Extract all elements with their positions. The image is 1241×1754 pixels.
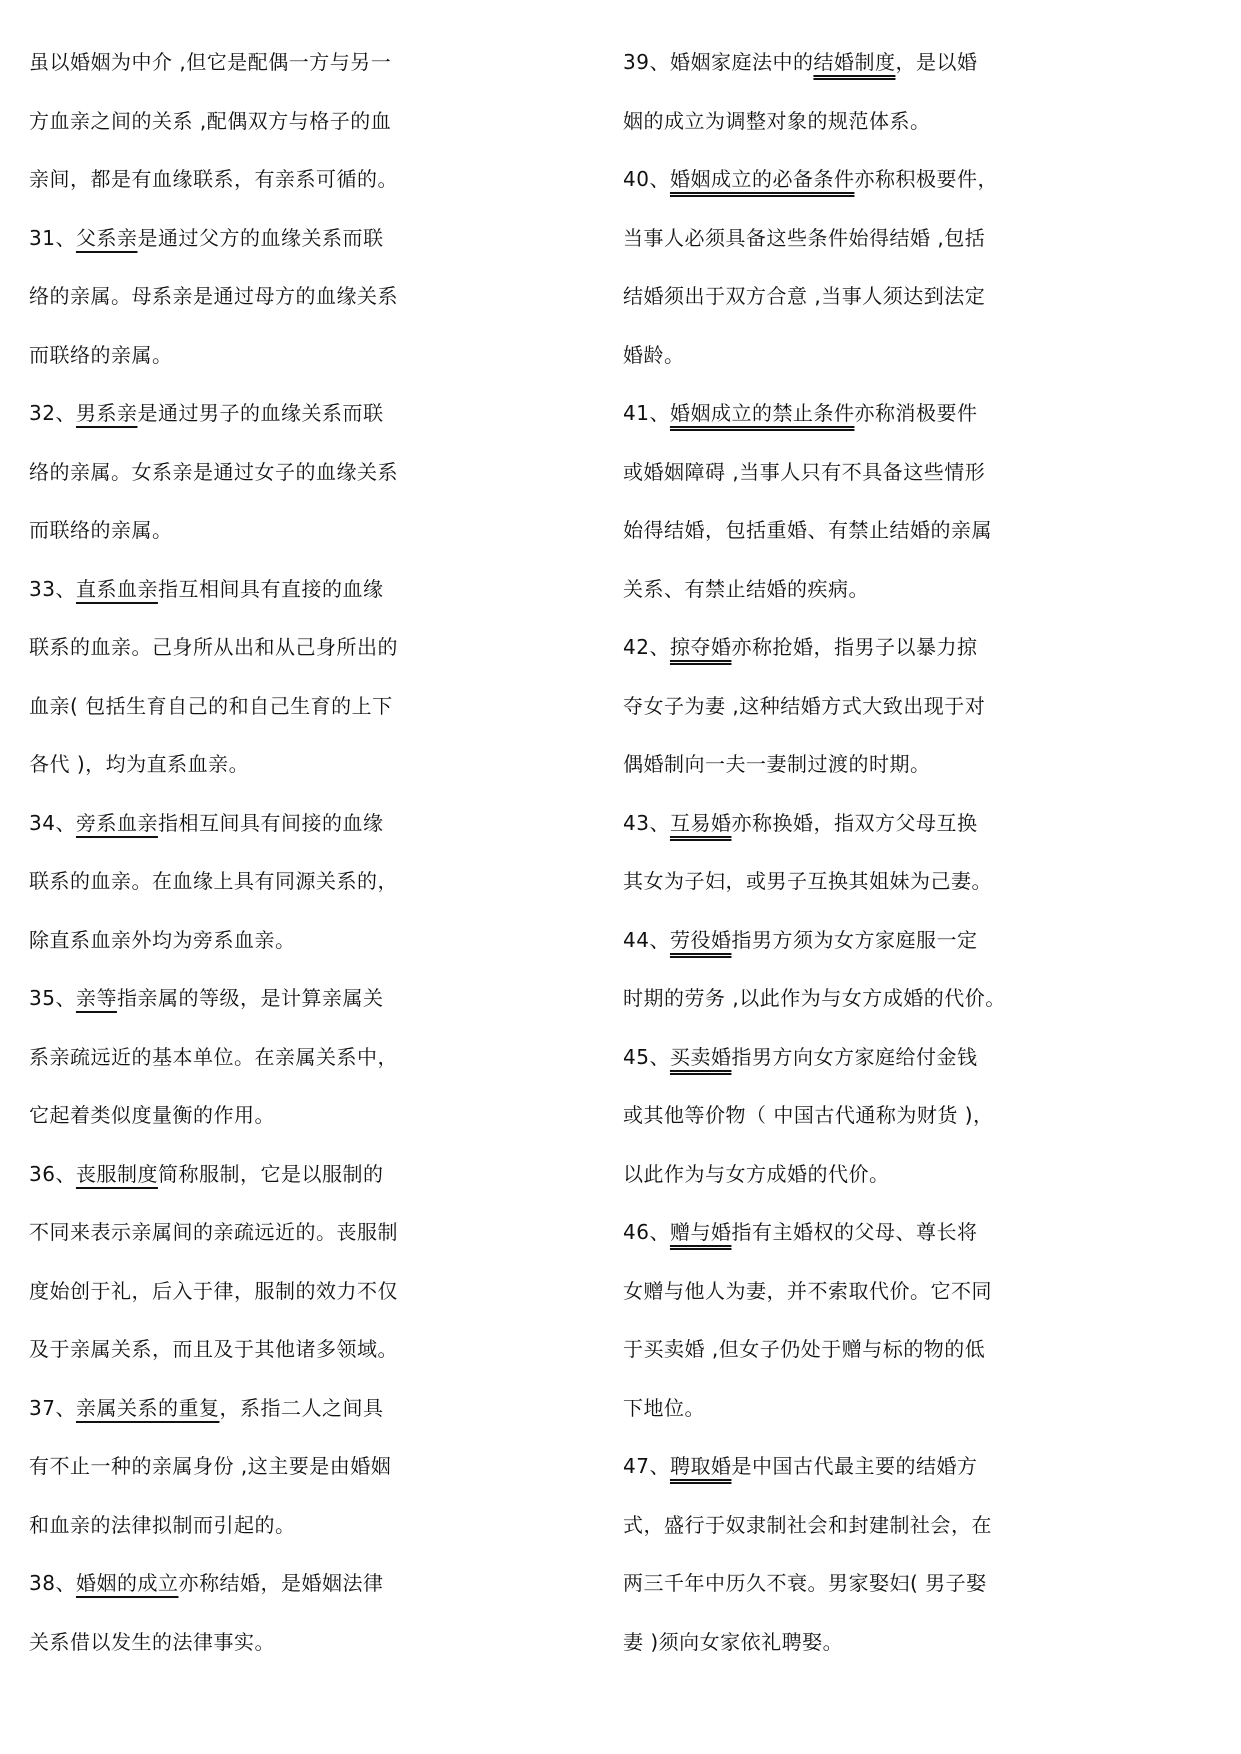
defined-term: 直系血亲 [75, 576, 158, 601]
text-line [29, 1554, 629, 1613]
text-segment: 式，盛行于奴隶制社会和封建制社会，在 [623, 1512, 992, 1537]
text-segment: 亦称换婚，指双方父母互换 [731, 810, 978, 835]
text-segment: 有不止一种的亲属身份 ,这主要是由婚姻 [29, 1454, 392, 1478]
text-line [29, 1203, 629, 1262]
text-line [623, 501, 1223, 560]
text-segment: 亦称抢婚，指男子以暴力掠 [731, 635, 978, 659]
text-segment: 偶婚制向一夫一妻制过渡的时期。 [623, 752, 931, 776]
text-line [623, 1028, 1223, 1087]
text-segment: 两三千年中历久不衰。男家娶妇( 男子娶 [623, 1571, 987, 1595]
text-line [29, 1320, 629, 1379]
defined-term: 婚姻成立的必备条件 [669, 167, 855, 191]
text-segment: 40、 [623, 167, 670, 191]
defined-term: 亲等 [75, 986, 117, 1010]
text-segment: 夺女子为妻 ,这种结婚方式大致出现于对 [623, 693, 986, 718]
text-line [623, 560, 1223, 619]
text-segment: 或其他等价物（ 中国古代通称为财货 )， [623, 1103, 994, 1127]
text-segment: 43、 [623, 810, 670, 835]
text-line [29, 969, 629, 1028]
text-line [29, 150, 629, 209]
text-line [623, 1613, 1223, 1672]
defined-term: 父系亲 [75, 225, 138, 250]
text-segment: ，是以婚 [895, 50, 978, 74]
text-segment: 38、 [29, 1571, 76, 1595]
text-segment: 系亲疏远近的基本单位。在亲属关系中， [29, 1044, 398, 1069]
text-segment: 方血亲之间的关系 ,配偶双方与格子的血 [29, 108, 392, 133]
text-line [29, 911, 629, 970]
text-line [623, 267, 1223, 326]
text-segment: 它起着类似度量衡的作用。 [29, 1103, 275, 1127]
text-segment: 指相互间具有间接的血缘 [157, 810, 384, 835]
text-line [623, 1086, 1223, 1145]
text-segment: 44、 [623, 927, 670, 952]
text-segment: 31、 [29, 225, 76, 250]
text-line [29, 443, 629, 502]
text-line [623, 1145, 1223, 1204]
text-segment: 其女为子妇，或男子互换其姐妹为己妻。 [623, 869, 992, 893]
text-segment: 41、 [623, 401, 670, 425]
text-line [29, 1262, 629, 1321]
text-segment: 47、 [623, 1454, 670, 1478]
text-segment: 亦称消极要件 [854, 401, 978, 425]
text-segment: 始得结婚，包括重婚、有禁止结婚的亲属 [623, 518, 992, 542]
text-line [29, 735, 629, 794]
text-line [29, 560, 629, 619]
text-line [29, 384, 629, 443]
text-line [623, 1203, 1223, 1262]
text-line [623, 209, 1223, 268]
defined-term: 掠夺婚 [669, 635, 732, 659]
text-segment: 联系的血亲。在血缘上具有同源关系的， [29, 869, 398, 893]
text-line [623, 150, 1223, 209]
text-segment: 除直系血亲外均为旁系血亲。 [29, 927, 296, 952]
text-line [29, 1437, 629, 1496]
text-segment: 以此作为与女方成婚的代价。 [623, 1161, 890, 1186]
text-line [29, 1028, 629, 1087]
defined-term: 互易婚 [669, 810, 732, 835]
text-line [29, 1613, 629, 1672]
text-line [29, 1145, 629, 1204]
defined-term: 旁系血亲 [75, 810, 158, 835]
text-segment: 33、 [29, 576, 76, 601]
text-segment: 35、 [29, 986, 76, 1010]
text-line [29, 33, 629, 92]
defined-term: 结婚制度 [813, 50, 896, 74]
text-segment: 关系、有禁止结婚的疾病。 [623, 576, 869, 601]
text-line [623, 1320, 1223, 1379]
text-segment: ，系指二人之间具 [219, 1395, 384, 1420]
text-segment: 时期的劳务 ,以此作为与女方成婚的代价。 [623, 986, 1006, 1010]
text-segment: 亦称结婚，是婚姻法律 [178, 1571, 384, 1595]
text-line [623, 384, 1223, 443]
text-segment: 妻 )须向女家依礼聘娶。 [623, 1629, 844, 1654]
text-segment: 32、 [29, 401, 76, 425]
text-line [623, 735, 1223, 794]
defined-term: 婚姻成立的禁止条件 [669, 401, 855, 425]
text-segment: 关系借以发生的法律事实。 [29, 1629, 275, 1654]
text-line [29, 618, 629, 677]
text-line [29, 209, 629, 268]
text-segment: 指互相间具有直接的血缘 [157, 576, 384, 601]
text-line [623, 852, 1223, 911]
text-segment: 指有主婚权的父母、尊长将 [731, 1220, 978, 1244]
text-segment: 虽以婚姻为中介 ,但它是配偶一方与另一 [29, 50, 392, 74]
text-line [29, 501, 629, 560]
text-segment: 度始创于礼，后入于律，服制的效力不仅 [29, 1278, 398, 1303]
text-segment: 简称服制，它是以服制的 [157, 1161, 384, 1186]
text-line [623, 969, 1223, 1028]
text-segment: 42、 [623, 635, 670, 659]
left-text-column [29, 33, 629, 1671]
text-segment: 联系的血亲。己身所从出和从己身所出的 [29, 635, 398, 659]
defined-term: 丧服制度 [75, 1161, 158, 1186]
text-segment: 是通过男子的血缘关系而联 [137, 401, 384, 425]
text-line [623, 326, 1223, 385]
defined-term: 劳役婚 [669, 927, 732, 952]
text-segment: 和血亲的法律拟制而引起的。 [29, 1512, 296, 1537]
text-segment: 及于亲属关系，而且及于其他诸多领域。 [29, 1337, 398, 1361]
text-line [623, 911, 1223, 970]
defined-term: 买卖婚 [669, 1044, 732, 1069]
defined-term: 婚姻的成立 [75, 1571, 179, 1595]
text-segment: 亲间，都是有血缘联系，有亲系可循的。 [29, 167, 398, 191]
text-line [29, 1496, 629, 1555]
text-line [623, 794, 1223, 853]
text-line [623, 1379, 1223, 1438]
text-segment: 指男方向女方家庭给付金钱 [731, 1044, 978, 1069]
text-line [623, 1437, 1223, 1496]
text-segment: 各代 )，均为直系血亲。 [29, 752, 250, 776]
text-segment: 络的亲属。母系亲是通过母方的血缘关系 [29, 284, 398, 308]
text-line [623, 1496, 1223, 1555]
text-segment: 指亲属的等级，是计算亲属关 [116, 986, 384, 1010]
text-segment: 不同来表示亲属间的亲疏远近的。丧服制 [29, 1220, 398, 1244]
text-line [29, 1379, 629, 1438]
text-segment: 当事人必须具备这些条件始得结婚 ,包括 [623, 225, 986, 250]
defined-term: 聘取婚 [669, 1454, 732, 1478]
text-segment: 于买卖婚 ,但女子仍处于赠与标的物的低 [623, 1337, 986, 1361]
text-segment: 结婚须出于双方合意 ,当事人须达到法定 [623, 284, 986, 308]
defined-term: 男系亲 [75, 401, 138, 425]
text-line [29, 92, 629, 151]
text-segment: 血亲( 包括生育自己的和自己生育的上下 [29, 693, 393, 718]
text-line [623, 443, 1223, 502]
defined-term: 赠与婚 [669, 1220, 732, 1244]
text-segment: 女赠与他人为妻，并不索取代价。它不同 [623, 1278, 992, 1303]
text-line [623, 1262, 1223, 1321]
text-line [29, 267, 629, 326]
text-segment: 婚龄。 [623, 342, 685, 367]
text-segment: 姻的成立为调整对象的规范体系。 [623, 108, 931, 133]
right-text-column [623, 33, 1223, 1671]
text-segment: 39、婚姻家庭法中的 [623, 50, 814, 74]
text-segment: 指男方须为女方家庭服一定 [731, 927, 978, 952]
text-line [29, 794, 629, 853]
text-segment: 45、 [623, 1044, 670, 1069]
text-segment: 而联络的亲属。 [29, 342, 173, 367]
text-line [29, 326, 629, 385]
text-segment: 下地位。 [623, 1395, 705, 1420]
text-segment: 37、 [29, 1395, 76, 1420]
text-line [29, 852, 629, 911]
defined-term: 亲属关系的重复 [75, 1395, 220, 1420]
text-segment: 或婚姻障碍 ,当事人只有不具备这些情形 [623, 459, 986, 484]
text-segment: 络的亲属。女系亲是通过女子的血缘关系 [29, 459, 398, 484]
text-line [29, 677, 629, 736]
text-segment: 36、 [29, 1161, 76, 1186]
text-line [623, 92, 1223, 151]
text-line [623, 33, 1223, 92]
text-segment: 是通过父方的血缘关系而联 [137, 225, 384, 250]
text-segment: 而联络的亲属。 [29, 518, 173, 542]
text-line [623, 618, 1223, 677]
text-line [623, 677, 1223, 736]
text-line [623, 1554, 1223, 1613]
text-segment: 是中国古代最主要的结婚方 [731, 1454, 978, 1478]
text-segment: 46、 [623, 1220, 670, 1244]
text-segment: 亦称积极要件， [854, 167, 998, 191]
text-line [29, 1086, 629, 1145]
text-segment: 34、 [29, 810, 76, 835]
